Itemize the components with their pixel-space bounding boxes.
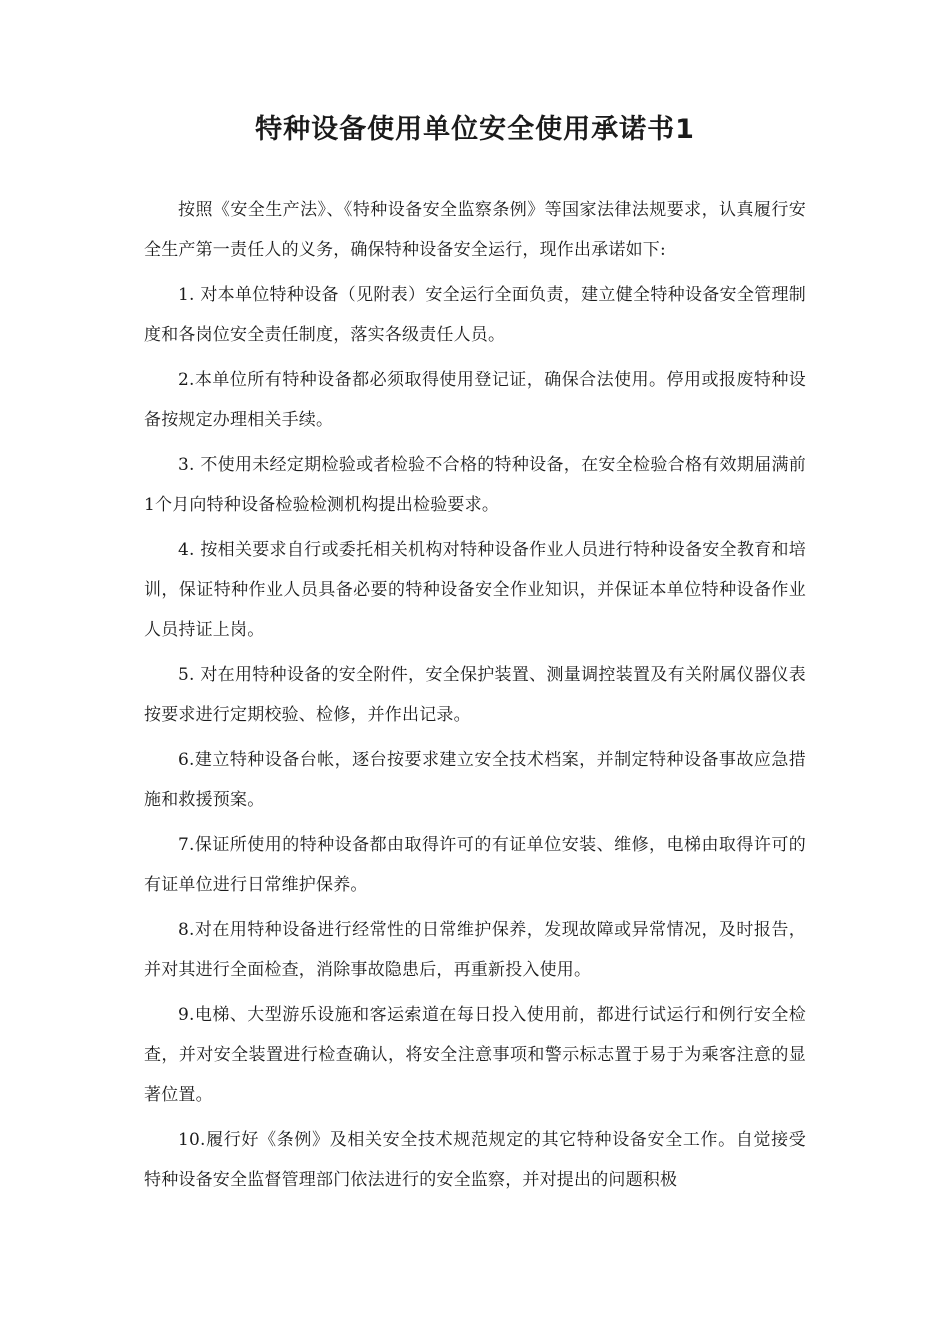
commitment-item-5: 5. 对在用特种设备的安全附件，安全保护装置、测量调控装置及有关附属仪器仪表按要求进行定期校验、检修，并作出记录。 [144,665,806,725]
document-title: 特种设备使用单位安全使用承诺书1 [255,114,695,145]
commitment-item-8: 8.对在用特种设备进行经常性的日常维护保养，发现故障或异常情况，及时报告，并对其进行全面检查，消除事故隐患后，再重新投入使用。 [144,920,806,980]
commitment-item-7: 7.保证所使用的特种设备都由取得许可的有证单位安装、维修，电梯由取得许可的有证单位进行日常维护保养。 [144,835,806,895]
document-body [144,190,806,1205]
intro-paragraph: 按照《安全生产法》、《特种设备安全监察条例》等国家法律法规要求，认真履行安全生产第一责任人的义务，确保特种设备安全运行，现作出承诺如下: [144,200,806,260]
commitment-item-6: 6.建立特种设备台帐，逐台按要求建立安全技术档案，并制定特种设备事故应急措施和救援预案。 [144,750,806,810]
commitment-item-3: 3. 不使用未经定期检验或者检验不合格的特种设备，在安全检验合格有效期届满前1个月向特种设备检验检测机构提出检验要求。 [144,455,806,515]
commitment-item-4: 4. 按相关要求自行或委托相关机构对特种设备作业人员进行特种设备安全教育和培训，保证特种作业人员具备必要的特种设备安全作业知识，并保证本单位特种设备作业人员持证上岗。 [144,540,806,640]
commitment-item-10: 10.履行好《条例》及相关安全技术规范规定的其它特种设备安全工作。自觉接受特种设备安全监督管理部门依法进行的安全监察，并对提出的问题积极 [144,1130,806,1190]
commitment-item-1: 1. 对本单位特种设备（见附表）安全运行全面负责，建立健全特种设备安全管理制度和各岗位安全责任制度，落实各级责任人员。 [144,285,806,345]
commitment-item-2: 2.本单位所有特种设备都必须取得使用登记证，确保合法使用。停用或报废特种设备按规定办理相关手续。 [144,370,806,430]
commitment-item-9: 9.电梯、大型游乐设施和客运索道在每日投入使用前，都进行试运行和例行安全检查，并对安全装置进行检查确认，将安全注意事项和警示标志置于易于为乘客注意的显著位置。 [144,1005,806,1105]
